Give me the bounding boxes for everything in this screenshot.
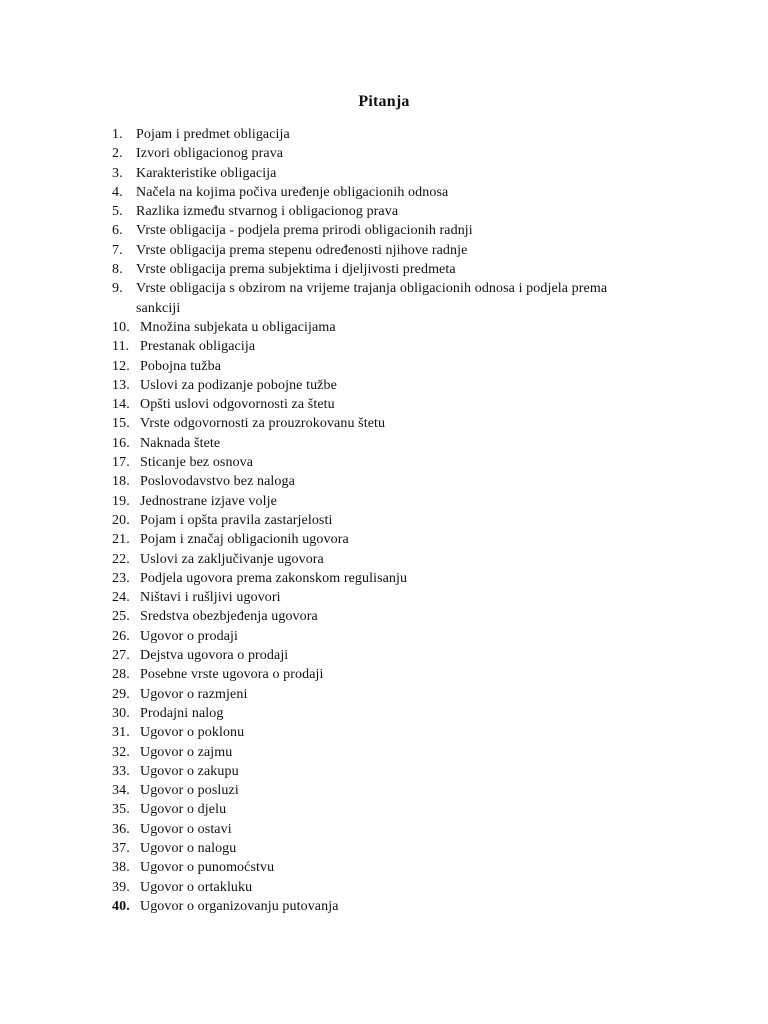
list-item bbox=[0, 607, 768, 626]
list-item bbox=[0, 492, 768, 511]
list-item bbox=[0, 550, 768, 569]
list-item bbox=[0, 125, 768, 144]
item-number: 22. bbox=[112, 551, 130, 567]
item-number: 9. bbox=[112, 281, 123, 297]
item-text: Uslovi za podizanje pobojne tužbe bbox=[140, 377, 337, 393]
item-text: Pojam i značaj obligacionih ugovora bbox=[140, 532, 349, 548]
item-text: Karakteristike obligacija bbox=[136, 165, 277, 181]
item-number: 16. bbox=[112, 435, 130, 451]
item-number: 17. bbox=[112, 455, 130, 471]
list-item bbox=[0, 357, 768, 376]
item-number: 36. bbox=[112, 821, 130, 837]
item-number: 15. bbox=[112, 416, 130, 432]
item-number: 20. bbox=[112, 512, 130, 528]
list-item bbox=[0, 839, 768, 858]
list-item bbox=[0, 144, 768, 163]
item-number: 3. bbox=[112, 165, 123, 181]
list-item bbox=[0, 762, 768, 781]
item-text: Vrste odgovornosti za prouzrokovanu štetu bbox=[140, 416, 386, 432]
item-text: Poslovodavstvo bez naloga bbox=[140, 474, 295, 490]
item-number: 29. bbox=[112, 686, 130, 702]
list-item bbox=[0, 202, 768, 221]
item-number: 1. bbox=[112, 127, 123, 142]
item-text: Ugovor o nalogu bbox=[140, 840, 237, 856]
list-item bbox=[0, 588, 768, 607]
item-text: Ugovor o zajmu bbox=[140, 744, 233, 760]
item-number: 13. bbox=[112, 377, 130, 393]
item-number: 18. bbox=[112, 474, 130, 490]
item-text: Razlika između stvarnog i obligacionog prava bbox=[136, 204, 399, 220]
item-text: Naknada štete bbox=[140, 435, 221, 451]
item-number: 7. bbox=[112, 242, 123, 258]
list-item bbox=[0, 878, 768, 897]
list-item bbox=[0, 530, 768, 549]
item-number: 23. bbox=[112, 570, 130, 586]
item-text: Načela na kojima počiva uređenje obligacionih odnosa bbox=[136, 184, 449, 200]
list-item bbox=[0, 858, 768, 877]
item-text: Pojam i predmet obligacija bbox=[136, 127, 290, 142]
list-item bbox=[0, 241, 768, 260]
item-number: 14. bbox=[112, 397, 130, 413]
item-number: 2. bbox=[112, 146, 123, 162]
list-item bbox=[0, 723, 768, 742]
item-text: Sredstva obezbjeđenja ugovora bbox=[140, 609, 318, 625]
item-number: 40. bbox=[112, 898, 130, 914]
item-number: 4. bbox=[112, 184, 123, 200]
item-number: 24. bbox=[112, 590, 130, 606]
item-text: Ugovor o razmjeni bbox=[140, 686, 248, 702]
item-number: 11. bbox=[112, 339, 130, 355]
item-text: Izvori obligacionog prava bbox=[136, 146, 284, 162]
item-text: Posebne vrste ugovora o prodaji bbox=[140, 667, 324, 683]
list-item bbox=[0, 183, 768, 202]
list-item bbox=[0, 646, 768, 665]
list-item bbox=[0, 800, 768, 819]
list-item bbox=[0, 665, 768, 684]
item-text: Prodajni nalog bbox=[140, 705, 224, 721]
item-number: 26. bbox=[112, 628, 130, 644]
item-text: Ugovor o poklonu bbox=[140, 725, 245, 741]
list-item bbox=[0, 414, 768, 433]
item-number: 19. bbox=[112, 493, 130, 509]
item-text: Dejstva ugovora o prodaji bbox=[140, 648, 289, 664]
list-item bbox=[0, 743, 768, 762]
item-text: Ugovor o prodaji bbox=[140, 628, 239, 644]
item-number: 31. bbox=[112, 725, 130, 741]
item-text: Ugovor o ortakluku bbox=[140, 879, 253, 895]
list-item bbox=[0, 337, 768, 356]
list-item bbox=[0, 318, 768, 337]
item-number: 39. bbox=[112, 879, 130, 895]
item-number: 27. bbox=[112, 648, 130, 664]
item-text: Uslovi za zaključivanje ugovora bbox=[140, 551, 324, 567]
list-item bbox=[0, 164, 768, 183]
item-text: Vrste obligacija s obzirom na vrijeme trajanja obligacionih odnosa i podjela prema bbox=[136, 281, 608, 297]
item-text: Pojam i opšta pravila zastarjelosti bbox=[140, 512, 333, 528]
item-text: Jednostrane izjave volje bbox=[140, 493, 277, 509]
item-number: 10. bbox=[112, 319, 130, 335]
item-text: Vrste obligacija - podjela prema prirodi obligacionih radnji bbox=[136, 223, 473, 239]
item-text: Ništavi i rušljivi ugovori bbox=[140, 590, 281, 606]
item-number: 25. bbox=[112, 609, 130, 625]
list-item bbox=[0, 221, 768, 240]
list-item bbox=[0, 569, 768, 588]
item-number: 21. bbox=[112, 532, 130, 548]
item-number: 37. bbox=[112, 840, 130, 856]
item-text: Podjela ugovora prema zakonskom regulisanju bbox=[140, 570, 408, 586]
item-text: Ugovor o zakupu bbox=[140, 763, 239, 779]
item-text: Ugovor o organizovanju putovanja bbox=[140, 898, 339, 914]
item-text: Ugovor o ostavi bbox=[140, 821, 232, 837]
item-number: 28. bbox=[112, 667, 130, 683]
list-item bbox=[0, 704, 768, 723]
item-text: Množina subjekata u obligacijama bbox=[140, 319, 336, 335]
list-item bbox=[0, 685, 768, 704]
list-item bbox=[0, 453, 768, 472]
item-text: Opšti uslovi odgovornosti za štetu bbox=[140, 397, 335, 413]
item-text: Ugovor o posluzi bbox=[140, 783, 239, 799]
item-text: Pobojna tužba bbox=[140, 358, 222, 374]
item-number: 6. bbox=[112, 223, 123, 239]
list-item bbox=[0, 260, 768, 279]
item-text: Ugovor o djelu bbox=[140, 802, 227, 818]
list-item bbox=[0, 376, 768, 395]
question-list bbox=[0, 125, 768, 916]
list-item bbox=[0, 897, 768, 916]
item-number: 32. bbox=[112, 744, 130, 760]
list-item bbox=[0, 434, 768, 453]
list-item bbox=[0, 511, 768, 530]
list-item bbox=[0, 279, 768, 318]
item-text: Vrste obligacija prema stepenu određenosti njihove radnje bbox=[136, 242, 468, 258]
item-text: Prestanak obligacija bbox=[140, 339, 256, 355]
item-number: 30. bbox=[112, 705, 130, 721]
list-item bbox=[0, 781, 768, 800]
list-item bbox=[0, 395, 768, 414]
item-number: 12. bbox=[112, 358, 130, 374]
list-item bbox=[0, 472, 768, 491]
page-title: Pitanja bbox=[358, 93, 410, 110]
item-number: 35. bbox=[112, 802, 130, 818]
item-number: 34. bbox=[112, 783, 130, 799]
list-item bbox=[0, 820, 768, 839]
item-number: 38. bbox=[112, 860, 130, 876]
item-text: Vrste obligacija prema subjektima i djeljivosti predmeta bbox=[136, 262, 456, 278]
item-number: 8. bbox=[112, 262, 123, 278]
item-text-continuation: sankciji bbox=[136, 300, 181, 316]
item-text: Sticanje bez osnova bbox=[140, 455, 254, 471]
item-text: Ugovor o punomoćstvu bbox=[140, 860, 275, 876]
item-number: 5. bbox=[112, 204, 123, 220]
item-number: 33. bbox=[112, 763, 130, 779]
list-item bbox=[0, 627, 768, 646]
